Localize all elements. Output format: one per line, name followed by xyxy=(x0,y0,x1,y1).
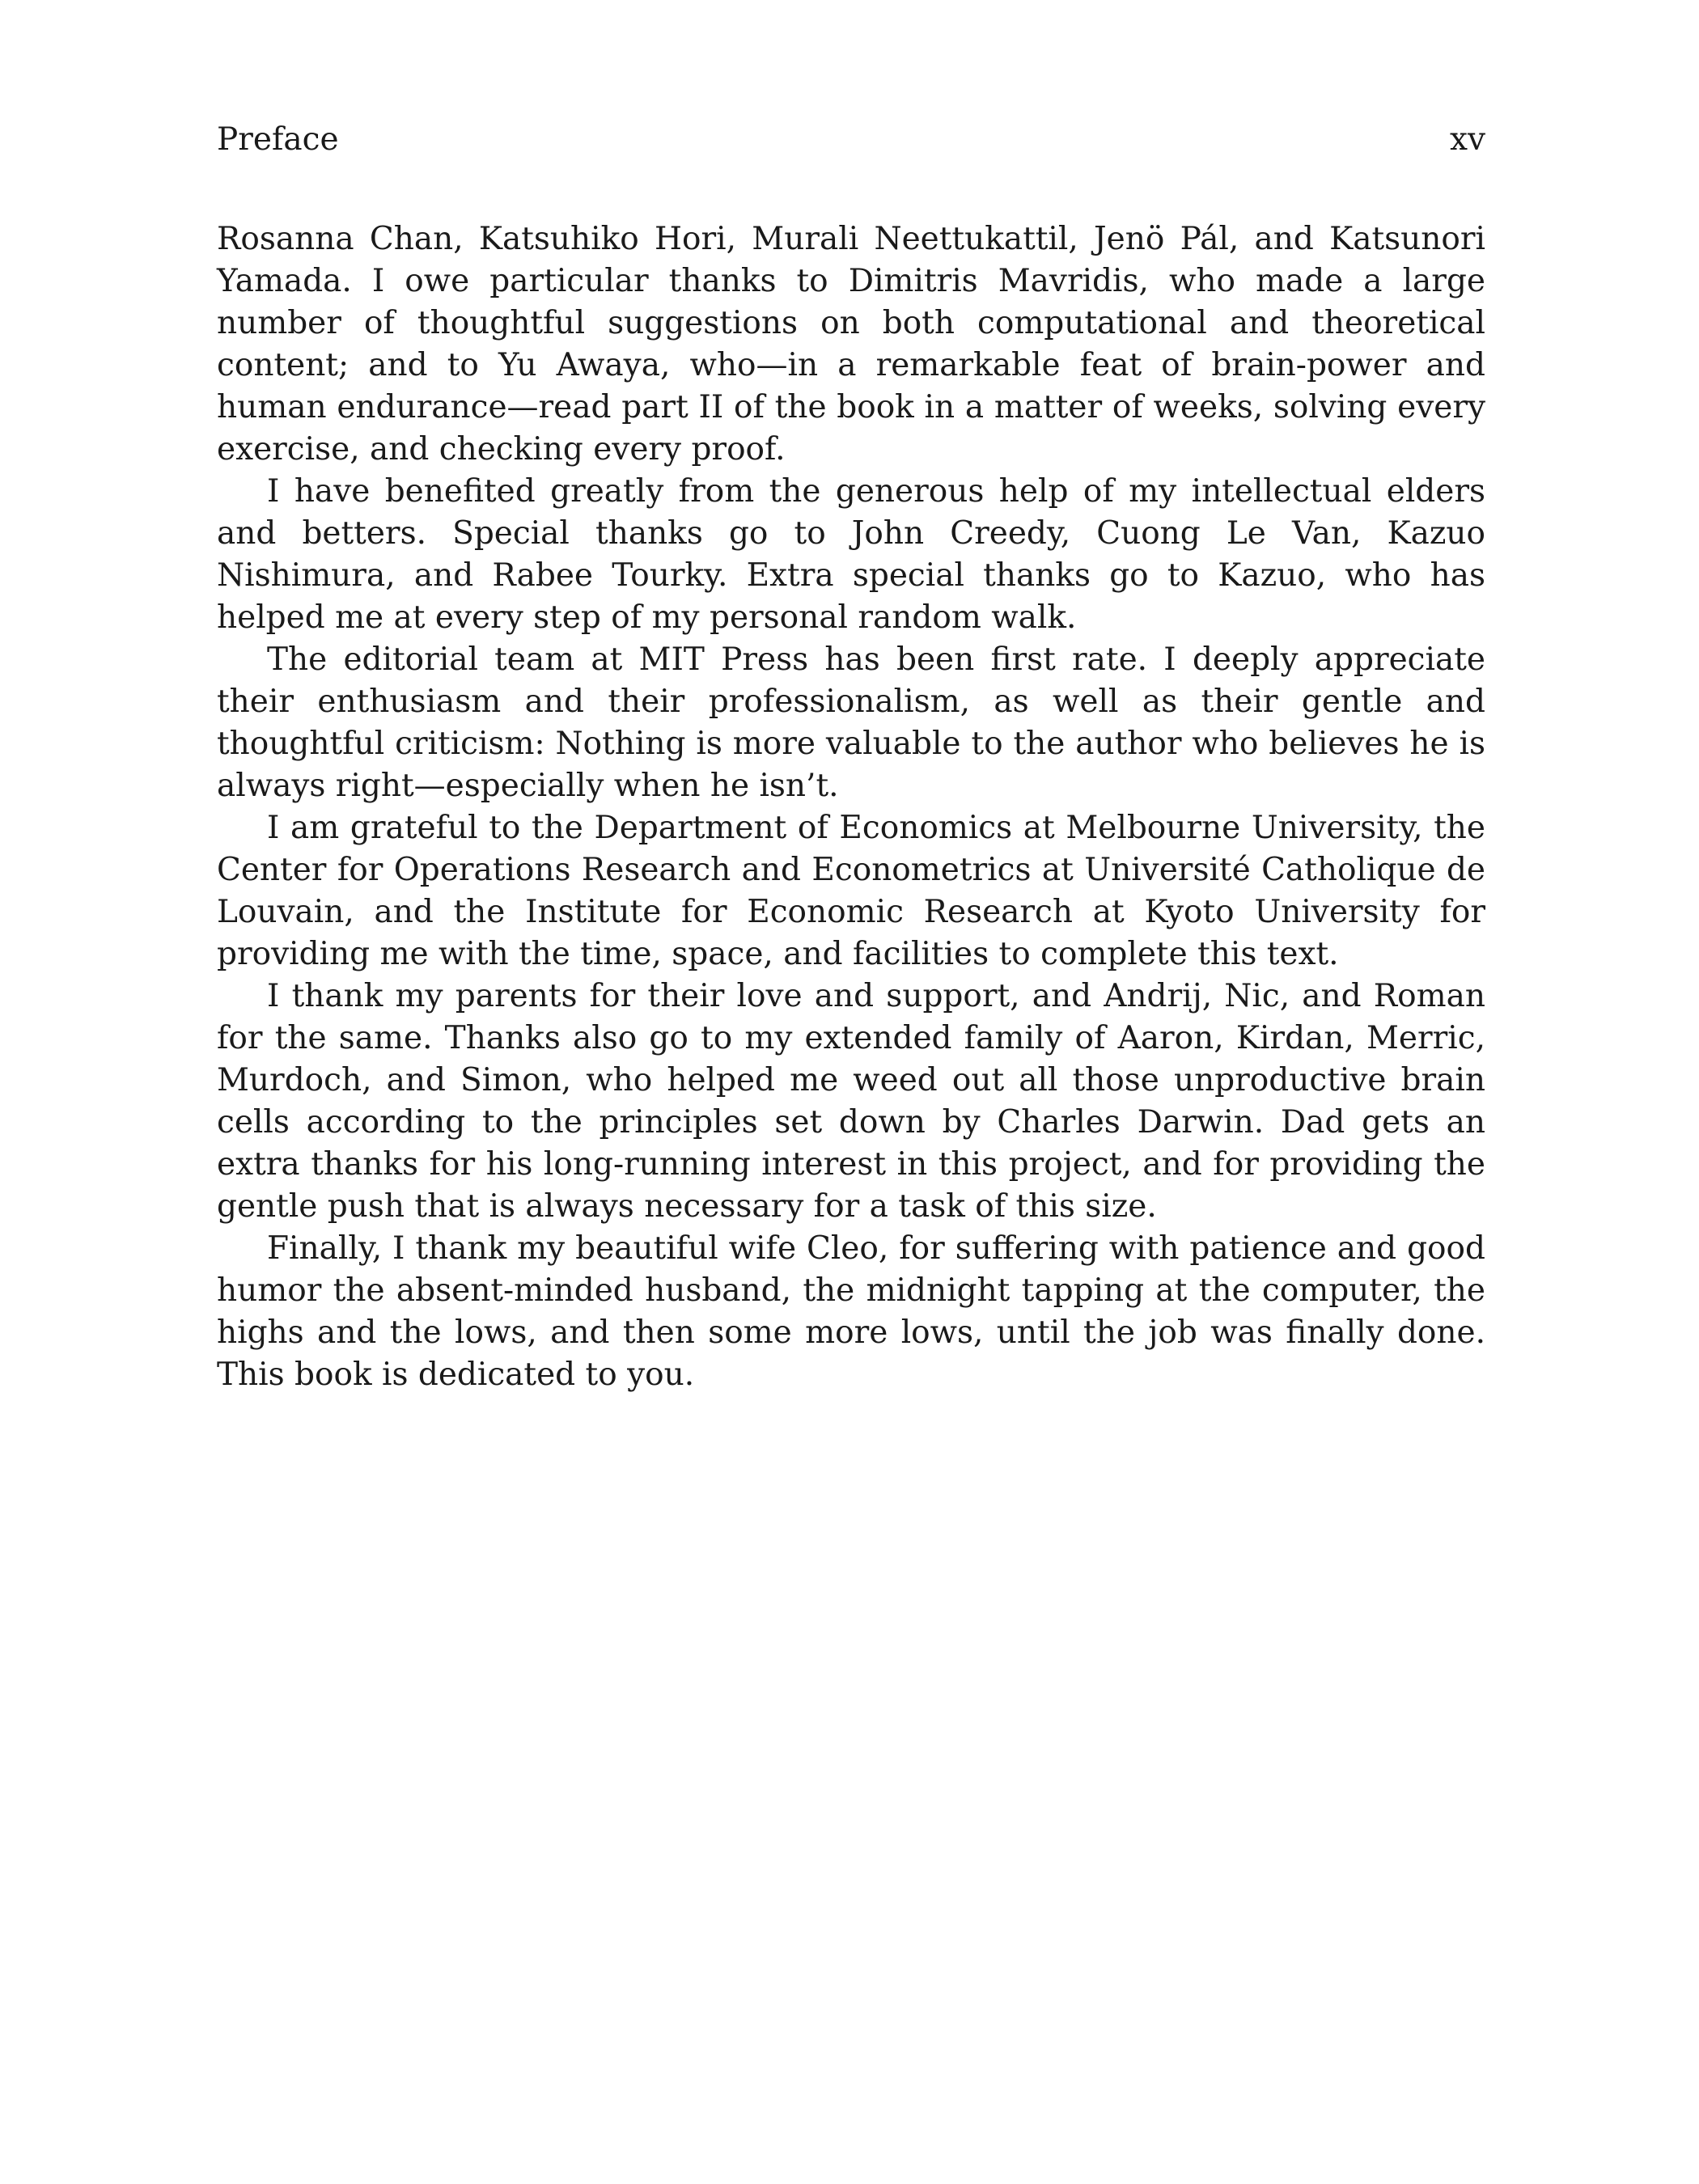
running-head-section: Preface xyxy=(217,121,339,158)
running-head xyxy=(217,117,1485,163)
body-text xyxy=(217,218,1485,1396)
paragraph-dedication: Finally, I thank my beautiful wife Cleo, for suffering with patience and good humor the absent-minded husband, the midnight tapping at the computer, the highs and the lows, and then some more lows, until the job was finally done. This book is dedicated to you. xyxy=(217,1230,1485,1393)
page-number: xv xyxy=(1449,121,1485,158)
paragraph-continued: Rosanna Chan, Katsuhiko Hori, Murali Neettukattil, Jenö Pál, and Katsunori Yamada. I owe particular thanks to Dimitris Mavridis, who made a large number of thoughtful suggestions on both computational and theoretical content; and to Yu Awaya, who—in a remarkable feat of brain-power and human endurance—read part II of the book in a matter of weeks, solving every exercise, and checking every proof. xyxy=(217,221,1485,468)
paragraph-family: I thank my parents for their love and support, and Andrij, Nic, and Roman for the same. Thanks also go to my extended family of Aaron, Kirdan, Merric, Murdoch, and Simon, who helped me weed out all those unproductive brain cells according to the principles set down by Charles Darwin. Dad gets an extra thanks for his long-running interest in this project, and for providing the gentle push that is always necessary for a task of this size. xyxy=(217,978,1485,1225)
paragraph-mit-press: The editorial team at MIT Press has been first rate. I deeply appreciate their enthusiasm and their professionalism, as well as their gentle and thoughtful criticism: Nothing is more valuable to the author who believes he is always right—especially when he isn’t. xyxy=(217,641,1485,804)
paragraph-institutions: I am grateful to the Department of Economics at Melbourne University, the Center for Operations Research and Econometrics at Université Catholique de Louvain, and the Institute for Economic Research at Kyoto University for providing me with the time, space, and facilities to complete this text. xyxy=(217,810,1485,972)
paragraph-elders-betters: I have benefited greatly from the generous help of my intellectual elders and betters. Special thanks go to John Creedy, Cuong Le Van, Kazuo Nishimura, and Rabee Tourky. Extra special thanks go to Kazuo, who has helped me at every step of my personal random walk. xyxy=(217,473,1485,636)
